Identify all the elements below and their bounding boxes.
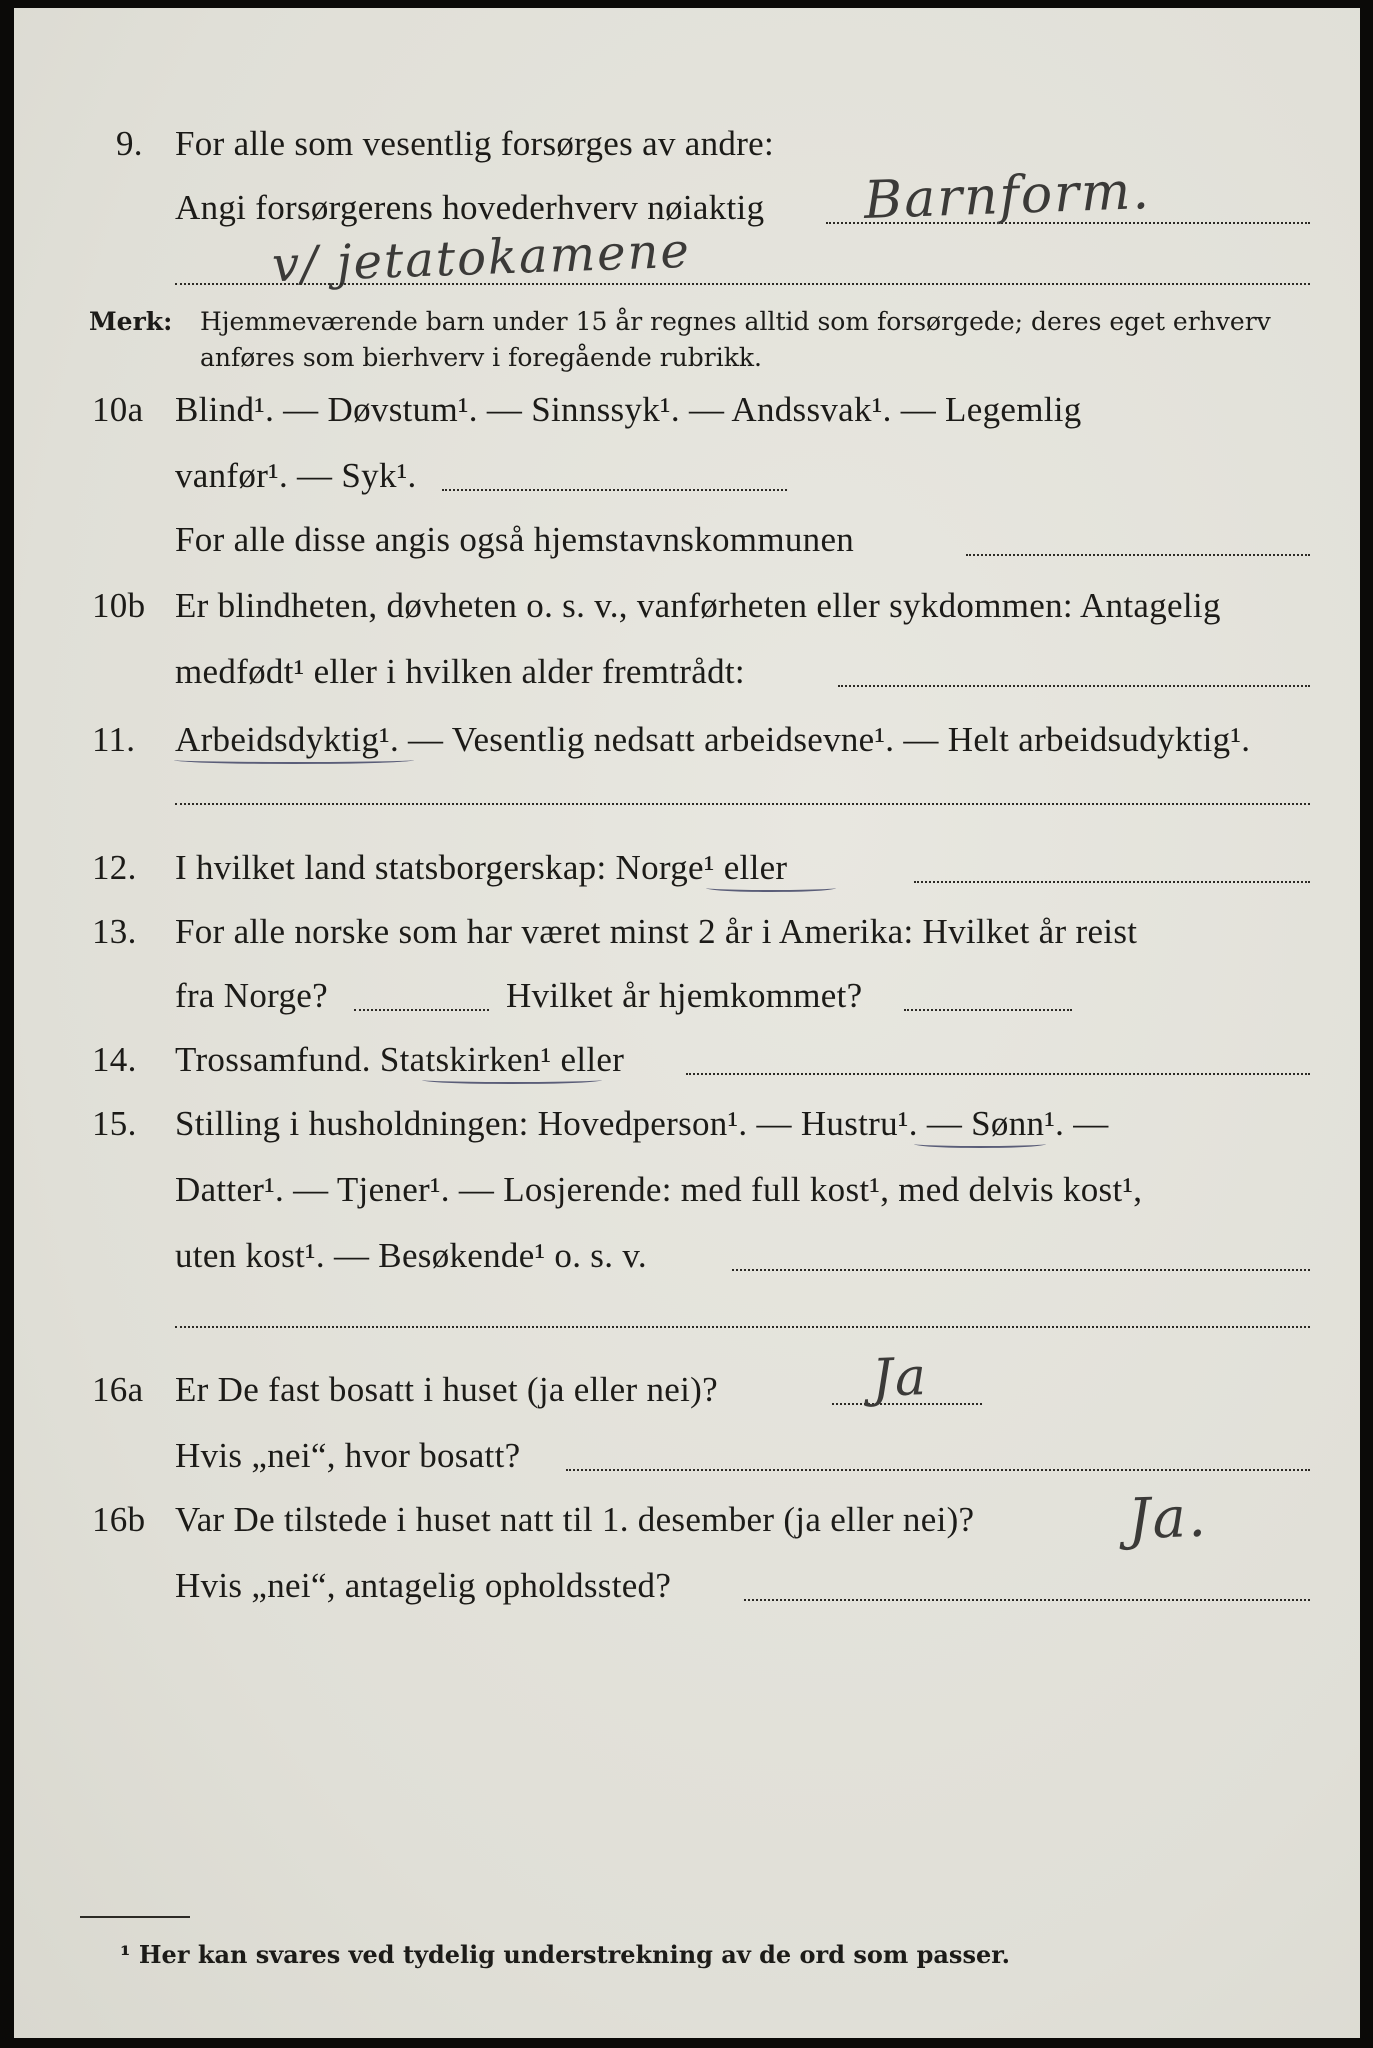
q15-fill-2 (175, 1326, 1310, 1328)
q16b-line2: Hvis „nei“, antagelig opholdssted? (175, 1566, 672, 1605)
q16b-handwritten: Ja. (1126, 1484, 1209, 1553)
q13-line2b: Hvilket år hjemkommet? (506, 976, 863, 1015)
q9-line2: Angi forsørgerens hovederhverv nøiaktig (175, 188, 765, 227)
q11-num: 11. (92, 720, 136, 759)
q13-fill-1 (354, 1009, 489, 1011)
q12-line1: I hvilket land statsborgerskap: Norge¹ eller (175, 848, 788, 887)
q10a-line3: For alle disse angis også hjemstavnskommunen (175, 520, 855, 559)
q10a-line2: vanfør¹. — Syk¹. (175, 456, 417, 495)
merk-line1: Hjemmeværende barn under 15 år regnes alltid som forsørgede; deres eget erhverv (200, 307, 1271, 336)
q11-line1: Arbeidsdyktig¹. — Vesentlig nedsatt arbeidsevne¹. — Helt arbeidsudyktig¹. (175, 720, 1251, 759)
q15-line2: Datter¹. — Tjener¹. — Losjerende: med full kost¹, med delvis kost¹, (175, 1170, 1143, 1209)
q16a-num: 16a (92, 1370, 144, 1409)
q13-num: 13. (92, 912, 137, 951)
merk-label: Merk: (89, 307, 173, 336)
q12-num: 12. (92, 848, 137, 887)
q10a-fill-1 (442, 489, 787, 491)
q15-line3: uten kost¹. — Besøkende¹ o. s. v. (175, 1236, 647, 1275)
footnote: ¹ Her kan svares ved tydelig understrekning av de ord som passer. (120, 1940, 1011, 1969)
q14-fill (686, 1073, 1310, 1075)
q9-num: 9. (116, 124, 143, 163)
q15-num: 15. (92, 1104, 137, 1143)
merk-line2: anføres som bierhverv i foregående rubrikk. (200, 343, 762, 372)
q10b-line2: medfødt¹ eller i hvilken alder fremtrådt: (175, 652, 745, 691)
q10b-num: 10b (92, 586, 146, 625)
census-form-page (14, 8, 1360, 2038)
q13-line1: For alle norske som har været minst 2 år i Amerika: Hvilket år reist (175, 912, 1138, 951)
q14-underline-mark (422, 1076, 602, 1084)
q12-fill (914, 881, 1310, 883)
q9-fill-line-2 (175, 283, 1310, 285)
q13-line2a: fra Norge? (175, 976, 328, 1015)
footnote-rule (80, 1916, 190, 1918)
q16a-fill-2 (566, 1469, 1310, 1471)
q11-underline-mark (174, 756, 414, 764)
q16a-handwritten: Ja (870, 1347, 929, 1409)
q16b-fill (744, 1599, 1310, 1601)
q10b-line1: Er blindheten, døvheten o. s. v., vanførheten eller sykdommen: Antagelig (175, 586, 1221, 625)
q10a-fill-2 (966, 554, 1310, 556)
q15-underline-mark (914, 1140, 1046, 1148)
q9-line1: For alle som vesentlig forsørges av andre: (175, 124, 775, 163)
q16b-line1: Var De tilstede i huset natt til 1. desember (ja eller nei)? (175, 1500, 975, 1539)
q16a-line1: Er De fast bosatt i huset (ja eller nei)? (175, 1370, 718, 1409)
q15-fill-1 (732, 1269, 1310, 1271)
q10a-line1: Blind¹. — Døvstum¹. — Sinnssyk¹. — Andssvak¹. — Legemlig (175, 390, 1082, 429)
q13-fill-2 (904, 1009, 1072, 1011)
q16a-line2: Hvis „nei“, hvor bosatt? (175, 1436, 521, 1475)
q16b-num: 16b (92, 1500, 146, 1539)
q9-handwritten-2: v/ jetatokamene (271, 222, 692, 294)
q15-line1: Stilling i husholdningen: Hovedperson¹. — Hustru¹. — Sønn¹. — (175, 1104, 1109, 1143)
q14-line1: Trossamfund. Statskirken¹ eller (175, 1040, 625, 1079)
q14-num: 14. (92, 1040, 137, 1079)
q10b-fill (838, 685, 1310, 687)
q12-underline-mark (706, 884, 836, 892)
q11-fill-line (175, 803, 1310, 805)
q9-handwritten-1: Barnform. (863, 161, 1152, 231)
q10a-num: 10a (92, 390, 144, 429)
